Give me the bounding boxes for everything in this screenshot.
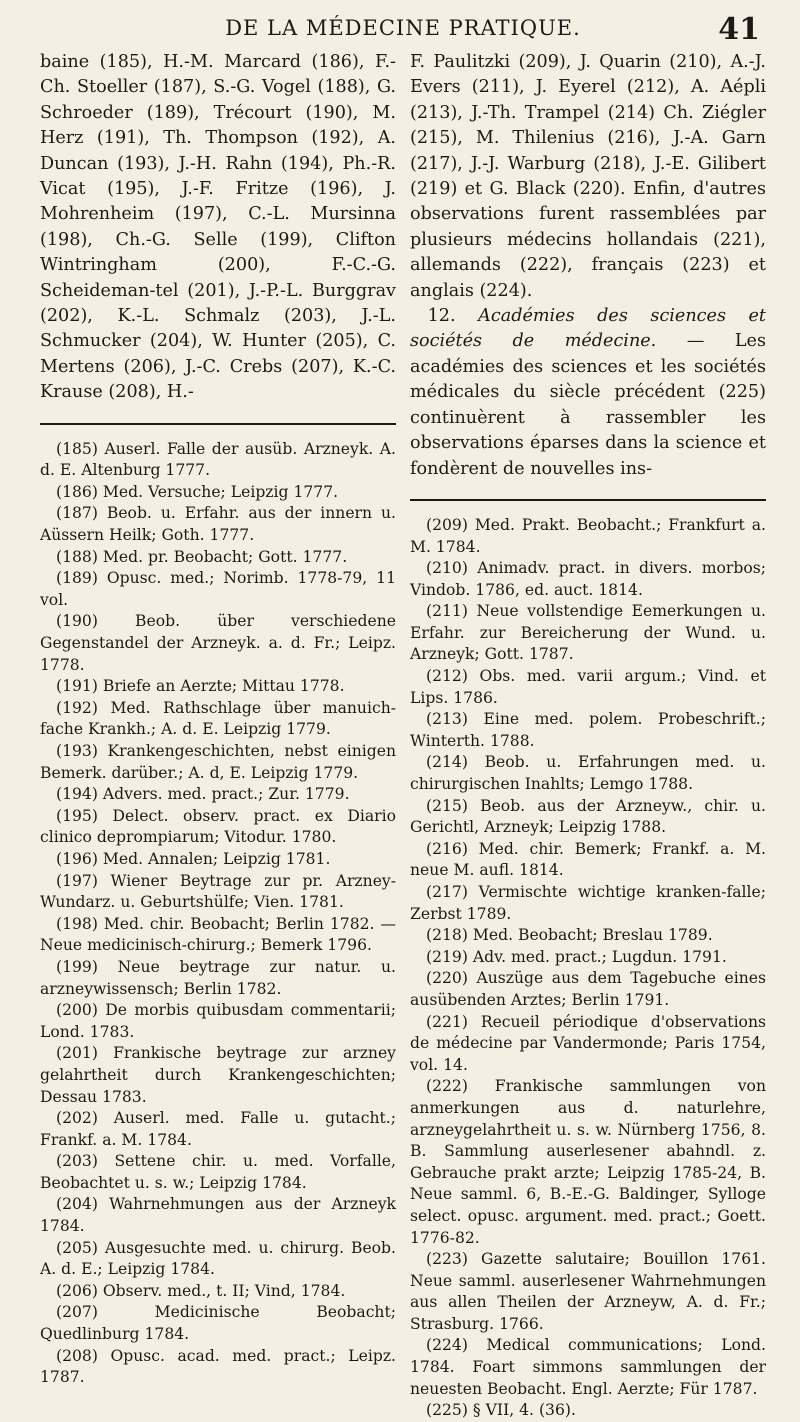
right-column	[410, 50, 766, 1422]
footnote: (219) Adv. med. pract.; Lugdun. 1791.	[426, 947, 727, 966]
footnote: (215) Beob. aus der Arzneyw., chir. u. Gerichtl, Arzneyk; Leipzig 1788.	[410, 796, 766, 837]
footnote: (217) Vermischte wichtige kranken-falle; Zerbst 1789.	[410, 883, 766, 923]
footnote: (214) Beob. u. Erfahrungen med. u. chirurgischen Inahlts; Lemgo 1788.	[410, 753, 766, 794]
footnote: (191) Briefe an Aerzte; Mittau 1778.	[56, 677, 345, 696]
footnote: (188) Med. pr. Beobacht; Gott. 1777.	[56, 547, 348, 566]
footnote: (209) Med. Prakt. Beobacht.; Frankfurt a. M. 1784.	[410, 515, 766, 556]
section-title: Académies des sciences et sociétés de médecine.	[410, 306, 767, 352]
footnote: (193) Krankengeschichten, nebst einigen Bemerk. darüber.; A. d, E. Leipzig 1779.	[40, 742, 396, 782]
footnote: (196) Med. Annalen; Leipzig 1781.	[56, 849, 331, 868]
right-body-text	[410, 50, 766, 482]
footnote: (208) Opusc. acad. med. pract.; Leipz. 1787.	[40, 1346, 396, 1387]
footnote: (218) Med. Beobacht; Breslau 1789.	[426, 926, 713, 945]
footnote: (222) Frankische sammlungen von anmerkungen aus d. naturlehre, arzneygelahrtheit u. s. w. Nürnberg 1756, 8. B. Sammlung auserlesener abahndl. z. Gebrauche prakt arzte; Leipzig 1785-24, B. Neue samml. 6, B.-E.-G. Baldinger, Sylloge select. opusc. argument. med. pract.; Goett. 1776-82.	[410, 1077, 766, 1247]
footnote: (186) Med. Versuche; Leipzig 1777.	[56, 482, 339, 501]
footnote-rule	[410, 499, 766, 501]
footnote: (213) Eine med. polem. Probeschrift.; Winterth. 1788.	[410, 710, 766, 750]
footnote: (195) Delect. observ. pract. ex Diario clinico deprompiarum; Vitodur. 1780.	[40, 806, 396, 847]
footnote: (211) Neue vollstendige Eemerkungen u. Erfahr. zur Bereicherung der Wund. u. Arzneyk; Gott. 1787.	[410, 602, 766, 664]
left-column	[40, 50, 396, 1422]
footnote: (197) Wiener Beytrage zur pr. Arzney-Wundarz. u. Geburtshülfe; Vien. 1781.	[40, 871, 396, 912]
footnote: (205) Ausgesuchte med. u. chirurg. Beob. A. d. E.; Leipzig 1784.	[40, 1238, 396, 1279]
footnote-rule	[40, 423, 396, 425]
right-body-intro: F. Paulitzki (209), J. Quarin (210), A.-J. Evers (211), J. Eyerel (212), A. Aépli (213), J.-Th. Trampel (214) Ch. Ziégler (215), M. Thilenius (216), J.-A. Garn (217), J.-J. Warburg (218), J.-E. Gilibert (219) et G. Black (220). Enfin, d'autres observations furent rassemblées par plusieurs médecins hollandais (221), allemands (222), français (223) et anglais (224).	[410, 52, 766, 301]
footnote: (201) Frankische beytrage zur arzney gelahrtheit durch Krankengeschichten; Dessau 1783.	[40, 1044, 396, 1106]
footnote: (199) Neue beytrage zur natur. u. arzneywissensch; Berlin 1782.	[40, 957, 396, 998]
footnote: (198) Med. chir. Beobacht; Berlin 1782. — Neue medicinisch-chirurg.; Bemerk 1796.	[40, 914, 396, 955]
footnote: (220) Auszüge aus dem Tagebuche eines ausübenden Arztes; Berlin 1791.	[410, 969, 766, 1009]
footnote: (189) Opusc. med.; Norimb. 1778-79, 11 vol.	[40, 569, 396, 609]
footnote: (192) Med. Rathschlage über manuich-fache Krankh.; A. d. E. Leipzig 1779.	[40, 698, 396, 739]
running-header	[40, 8, 766, 47]
footnote: (224) Medical communications; Lond. 1784. Foart simmons sammlungen der neuesten Beobacht. Engl. Aerzte; Für 1787.	[410, 1336, 766, 1398]
footnote: (200) De morbis quibusdam commentarii; Lond. 1783.	[40, 1001, 396, 1041]
footnote: (202) Auserl. med. Falle u. gutacht.; Frankf. a. M. 1784.	[40, 1109, 396, 1149]
page-number: 41	[718, 12, 760, 47]
footnote: (221) Recueil périodique d'observations de médecine par Vandermonde; Paris 1754, vol. 14.	[410, 1012, 766, 1074]
footnote: (223) Gazette salutaire; Bouillon 1761. Neue samml. auserlesener Wahrnehmungen aus allen Theilen der Arzneyw, A. d. Fr.; Strasburg. 1766.	[410, 1250, 766, 1333]
right-footnotes	[410, 515, 766, 1422]
footnote: (207) Medicinische Beobacht; Quedlinburg 1784.	[40, 1303, 396, 1344]
footnote: (190) Beob. über verschiedene Gegenstandel der Arzneyk. a. d. Fr.; Leipz. 1778.	[40, 612, 396, 674]
footnote: (212) Obs. med. varii argum.; Vind. et Lips. 1786.	[410, 667, 766, 707]
left-body-text: baine (185), H.-M. Marcard (186), F.-Ch. Stoeller (187), S.-G. Vogel (188), G. Schroeder (189), Trécourt (190), M. Herz (191), Th. Thompson (192), A. Duncan (193), J.-H. Rahn (194), Ph.-R. Vicat (195), J.-F. Fritze (196), J. Mohrenheim (197), C.-L. Mursinna (198), Ch.-G. Selle (199), Clifton Wintringham (200), F.-C.-G. Scheideman-tel (201), J.-P.-L. Burggrav (202), K.-L. Schmalz (203), J.-L. Schmucker (204), W. Hunter (205), C. Mertens (206), J.-C. Crebs (207), K.-C. Krause (208), H.-	[40, 52, 396, 403]
footnote: (206) Observ. med., t. II; Vind, 1784.	[56, 1281, 346, 1300]
footnote: (225) § VII, 4. (36).	[426, 1401, 576, 1420]
left-footnotes	[40, 439, 396, 1389]
footnote: (187) Beob. u. Erfahr. aus der innern u. Aüssern Heilk; Goth. 1777.	[40, 504, 396, 545]
footnote: (185) Auserl. Falle der ausüb. Arzneyk. A. d. E. Altenburg 1777.	[40, 439, 396, 480]
footnote: (216) Med. chir. Bemerk; Frankf. a. M. neue M. aufl. 1814.	[410, 839, 766, 880]
two-column-body	[40, 50, 766, 1422]
running-title: DE LA MÉDECINE PRATIQUE.	[225, 16, 581, 40]
section-number: 12.	[427, 306, 456, 327]
footnote: (204) Wahrnehmungen aus der Arzneyk 1784.	[40, 1195, 396, 1236]
footnote: (203) Settene chir. u. med. Vorfalle, Beobachtet u. s. w.; Leipzig 1784.	[40, 1152, 396, 1192]
section-body: — Les académies des sciences et les sociétés médicales du siècle précédent (225) continuèrent à rassembler les observations éparses dans la science et fondèrent de nouvelles ins-	[410, 331, 766, 479]
footnote: (194) Advers. med. pract.; Zur. 1779.	[56, 785, 350, 804]
footnote: (210) Animadv. pract. in divers. morbos; Vindob. 1786, ed. auct. 1814.	[410, 559, 766, 599]
